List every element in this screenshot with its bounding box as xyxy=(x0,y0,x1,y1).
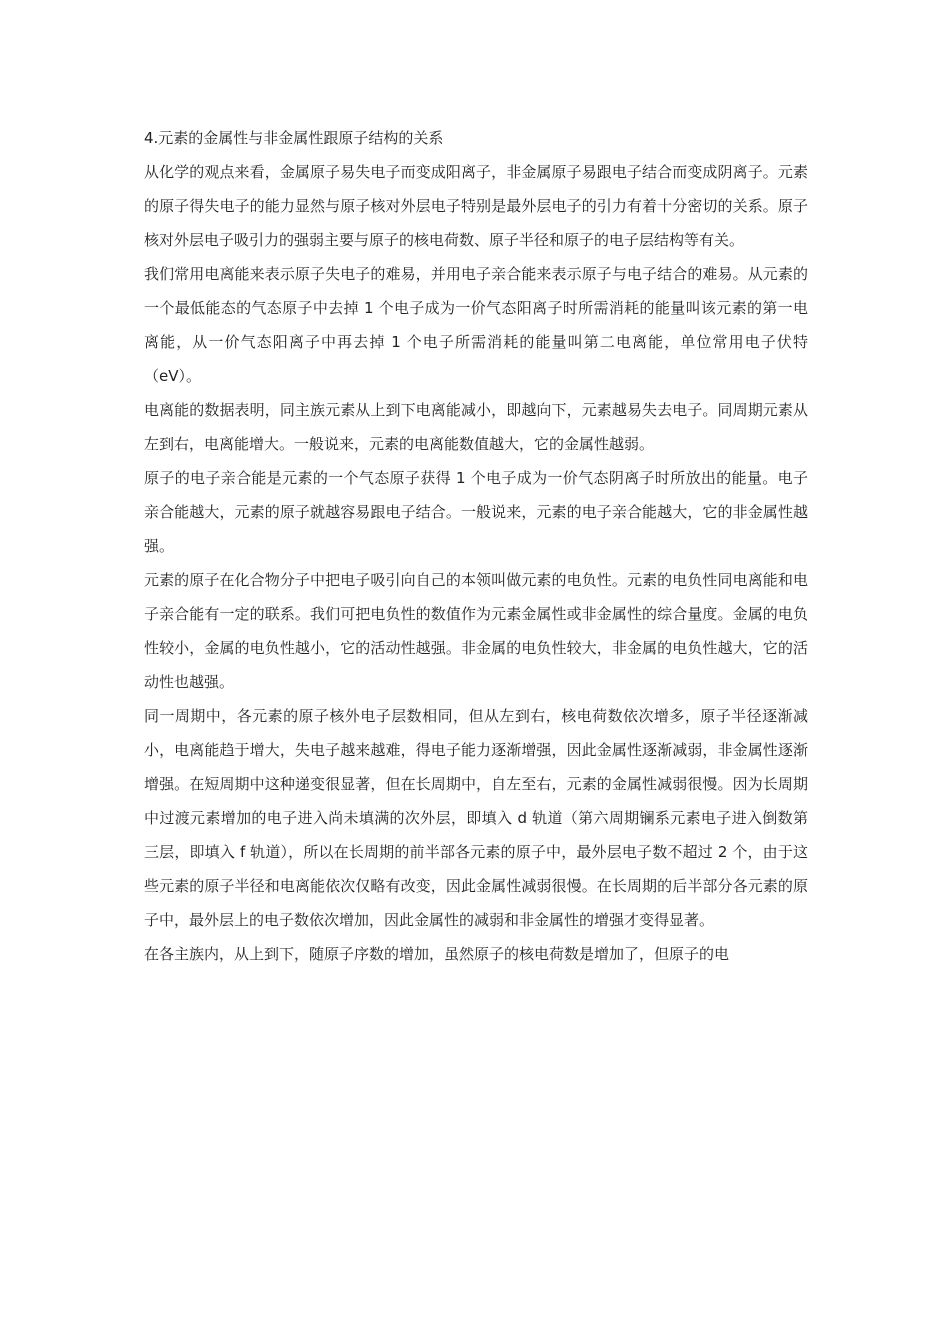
paragraph-7: 在各主族内，从上到下，随原子序数的增加，虽然原子的核电荷数是增加了，但原子的电 xyxy=(144,945,730,963)
paragraph-1: 从化学的观点来看，金属原子易失电子而变成阳离子，非金属原子易跟电子结合而变成阴离子。元素的原子得失电子的能力显然与原子核对外层电子特别是最外层电子的引力有着十分密切的关系。原子核对外层电子吸引力的强弱主要与原子的核电荷数、原子半径和原子的电子层结构等有关。 xyxy=(144,163,808,249)
section-heading: 4.元素的金属性与非金属性跟原子结构的关系 xyxy=(144,129,444,147)
paragraph-5: 元素的原子在化合物分子中把电子吸引向自己的本领叫做元素的电负性。元素的电负性同电离能和电子亲合能有一定的联系。我们可把电负性的数值作为元素金属性或非金属性的综合量度。金属的电负性较小，金属的电负性越小，它的活动性越强。非金属的电负性较大，非金属的电负性越大，它的活动性也越强。 xyxy=(144,571,808,691)
paragraph-2: 我们常用电离能来表示原子失电子的难易，并用电子亲合能来表示原子与电子结合的难易。从元素的一个最低能态的气态原子中去掉 1 个电子成为一价气态阳离子时所需消耗的能量叫该元素的第一电离能，从一价气态阳离子中再去掉 1 个电子所需消耗的能量叫第二电离能，单位常用电子伏特（eV）。 xyxy=(144,265,808,385)
paragraph-3: 电离能的数据表明，同主族元素从上到下电离能减小，即越向下，元素越易失去电子。同周期元素从左到右，电离能增大。一般说来，元素的电离能数值越大，它的金属性越弱。 xyxy=(144,401,808,453)
paragraph-4: 原子的电子亲合能是元素的一个气态原子获得 1 个电子成为一价气态阴离子时所放出的能量。电子亲合能越大，元素的原子就越容易跟电子结合。一般说来，元素的电子亲合能越大，它的非金属性越强。 xyxy=(144,469,808,555)
document-body xyxy=(144,121,808,971)
paragraph-6: 同一周期中，各元素的原子核外电子层数相同，但从左到右，核电荷数依次增多，原子半径逐渐减小，电离能趋于增大，失电子越来越难，得电子能力逐渐增强，因此金属性逐渐减弱，非金属性逐渐增强。在短周期中这种递变很显著，但在长周期中，自左至右，元素的金属性减弱很慢。因为长周期中过渡元素增加的电子进入尚未填满的次外层，即填入 d 轨道（第六周期镧系元素电子进入倒数第三层，即填入 f 轨道），所以在长周期的前半部各元素的原子中，最外层电子数不超过 2 个，由于这些元素的原子半径和电离能依次仅略有改变，因此金属性减弱很慢。在长周期的后半部分各元素的原子中，最外层上的电子数依次增加，因此金属性的减弱和非金属性的增强才变得显著。 xyxy=(144,707,808,929)
